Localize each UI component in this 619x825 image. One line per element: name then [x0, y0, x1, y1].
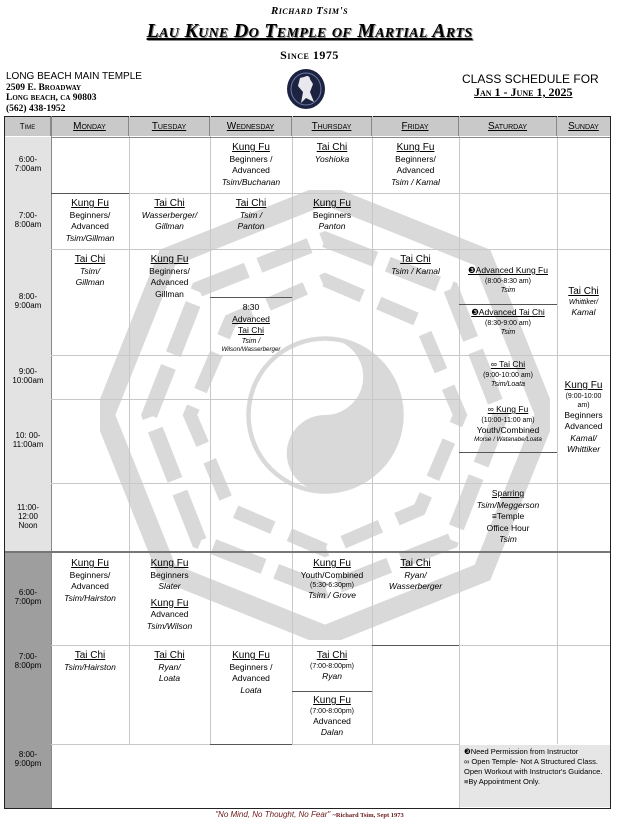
cell-separator [372, 645, 459, 646]
quote-attribution: ~Richard Tsim, Sept 1973 [332, 812, 404, 819]
grid-line [51, 249, 610, 250]
class-sat-10am: ∞ Kung Fu (10:00-11:00 am) Youth/Combined Morse / Watanabe/Loata [474, 404, 542, 443]
temple-logo-icon [286, 68, 326, 110]
class-mon-7pm: Tai Chi Tsim/Hairston [64, 650, 116, 672]
location-street: 2509 E. Broadway [6, 82, 82, 93]
grid-line [51, 399, 459, 400]
class-tue-6pm: Kung Fu Beginners Slater Kung Fu Advanced Tsim/Wilson [146, 558, 193, 631]
location-block [6, 72, 142, 114]
class-mon-6pm: Kung Fu Beginners/ Advanced Tsim/Hairston [64, 558, 116, 603]
class-tue-7pm: Tai Chi Ryan/ Loata [154, 650, 185, 683]
col-header-wednesday: Wednesday [210, 117, 292, 136]
col-header-saturday: Saturday [459, 117, 557, 136]
class-sat-830am: ❸Advanced Tai Chi (8:30-9:00 am) Tsim [471, 307, 545, 336]
class-thu-7am: Kung Fu Beginners Panton [312, 198, 352, 231]
class-fri-8am: Tai Chi Tsim / Kamal [391, 254, 440, 276]
grid-line [51, 645, 610, 646]
class-sat-9am: ∞ Tai Chi (9:00-10:00 am) Tsim/Loata [483, 359, 533, 388]
class-tue-7am: Tai Chi Wasserberger/ Gillman [141, 198, 198, 231]
legend-appointment: ≡By Appointment Only. [464, 777, 540, 786]
class-thu-6pm: Kung Fu Youth/Combined (5:30-6:30pm) Tsim / Grove [300, 558, 364, 600]
col-header-monday: Monday [51, 117, 129, 136]
grid-line [51, 193, 610, 194]
legend-open-temple: ∞ Open Temple- Not A Structured Class. Open Workout with Instructor's Guidance. [464, 757, 603, 776]
since-line: Since 1975 [280, 48, 339, 62]
location-city: Long beach, ca 90803 [6, 93, 97, 103]
time-slot-7pm: 7:00- 8:00pm [14, 652, 42, 670]
school-title: Lau Kune Do Temple of Martial Arts [146, 20, 473, 42]
cell-separator [210, 297, 292, 298]
legend-permission: ❸Need Permission from Instructor [464, 747, 579, 756]
class-thu-7pm-taichi: Tai Chi (7:00-8:00pm) Ryan [310, 650, 354, 681]
footer-quote [0, 810, 619, 819]
time-slot-9am: 9:00- 10:00am [12, 367, 44, 385]
col-header-tuesday: Tuesday [129, 117, 210, 136]
quote-text: "No Mind, No Thought, No Fear" [215, 810, 331, 819]
cell-separator [292, 691, 372, 692]
schedule-dates: Jan 1 - June 1, 2025 [474, 85, 573, 99]
cell-separator [51, 193, 129, 194]
grid-line [372, 116, 373, 744]
class-wed-6am: Kung Fu Beginners / Advanced Tsim/Buchanan [221, 142, 281, 187]
class-sun-9am: Kung Fu (9:00-10:00 am) Beginners Advanced Kamal/ Whittiker [564, 380, 603, 454]
col-header-friday: Friday [372, 117, 459, 136]
time-slot-8pm: 8:00- 9:00pm [14, 750, 42, 768]
founder-name: Richard Tsim's [270, 5, 349, 17]
schedule-label: CLASS SCHEDULE FOR [462, 72, 599, 86]
class-wed-7pm: Kung Fu Beginners / Advanced Loata [229, 650, 273, 695]
class-thu-6am: Tai Chi Yoshioka [314, 142, 350, 164]
col-header-thursday: Thursday [292, 117, 372, 136]
class-wed-7am: Tai Chi Tsim / Panton [235, 198, 267, 231]
cell-separator [210, 744, 292, 745]
time-slot-8am: 8:00- 9:00am [14, 292, 42, 310]
grid-line [459, 116, 460, 808]
class-sun-8am: Tai Chi Whittiker/ Kamal [568, 286, 599, 317]
class-mon-7am: Kung Fu Beginners/ Advanced Tsim/Gillman [65, 198, 115, 243]
cell-separator [459, 304, 557, 305]
class-thu-7pm-kungfu: Kung Fu (7:00-8:00pm) Advanced Dalan [310, 695, 354, 737]
time-slot-10am: 10: 00- 11:00am [12, 431, 44, 449]
class-mon-8am: Tai Chi Tsim/ Gillman [74, 254, 106, 287]
class-wed-830am: 8:30 Advanced Tai Chi Tsim / Wilson/Wasserberger [221, 302, 281, 353]
time-slot-6am: 6:00- 7:00am [14, 155, 42, 173]
grid-line [51, 137, 610, 138]
time-slot-6pm: 6:00- 7:00pm [14, 588, 42, 606]
legend-box [460, 745, 610, 807]
class-sat-8am: ❸Advanced Kung Fu (8:00-8:30 am) Tsim [468, 265, 548, 294]
time-slot-11am: 11:00- 12:00 Noon [16, 503, 40, 530]
col-header-time: Time [5, 117, 51, 136]
location-name: LONG BEACH MAIN TEMPLE [6, 71, 142, 82]
am-time-band [5, 137, 51, 551]
cell-separator [459, 452, 557, 453]
location-phone: (562) 438-1952 [6, 103, 66, 114]
class-sat-11am: Sparring Tsim/Meggerson ≡Temple Office Hour Tsim [476, 488, 540, 544]
am-pm-divider [5, 551, 610, 553]
class-fri-6am: Kung Fu Beginners/ Advanced Tsim / Kamal [391, 142, 440, 187]
col-header-sunday: Sunday [557, 117, 610, 136]
grid-line [51, 483, 610, 484]
grid-line [51, 355, 610, 356]
class-fri-6pm: Tai Chi Ryan/ Wasserberger [388, 558, 443, 591]
schedule-heading [462, 73, 599, 99]
time-slot-7am: 7:00- 8:00am [14, 211, 42, 229]
class-tue-8am: Kung Fu Beginners/ Advanced Gillman [149, 254, 190, 299]
